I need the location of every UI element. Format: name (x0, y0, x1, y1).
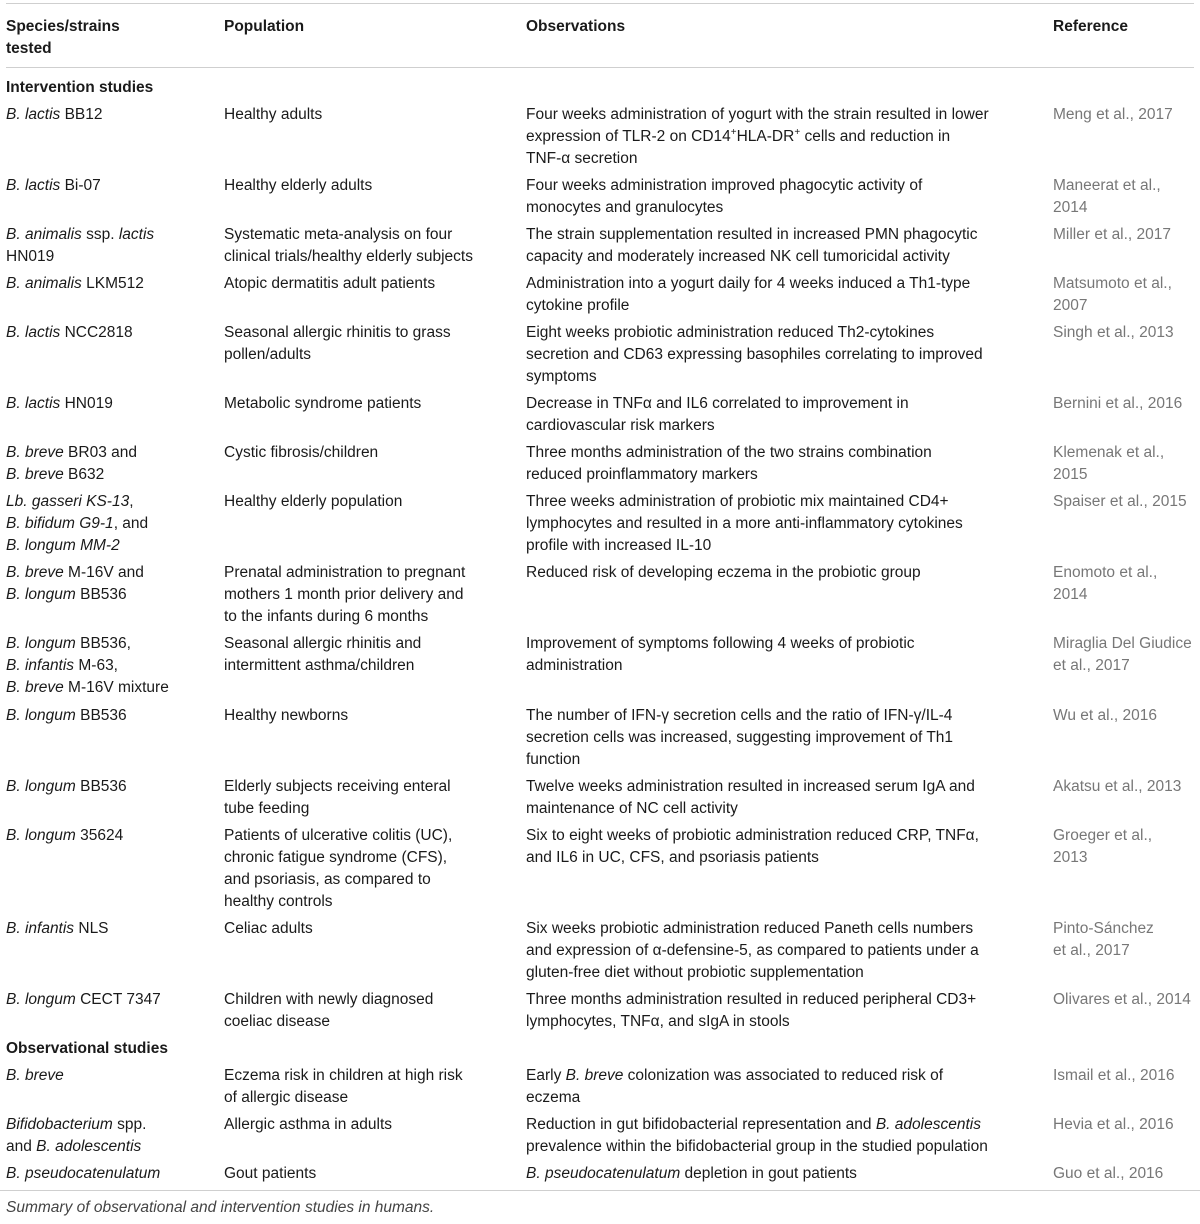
cell-line: secretion and CD63 expressing basophiles correlating to improved (526, 346, 983, 364)
cell-line: B. lactis NCC2818 (6, 324, 133, 342)
header-rule (6, 67, 1194, 68)
cell-line: B. longum 35624 (6, 826, 124, 844)
cell-line: B. lactis Bi-07 (6, 177, 101, 195)
cell-line: cytokine profile (526, 297, 630, 315)
section-heading: Observational studies (6, 1039, 168, 1057)
species-cell (6, 224, 220, 268)
cell-line: gluten-free diet without probiotic supplementation (526, 963, 864, 981)
cell-line: Three weeks administration of probiotic mix maintained CD4+ (526, 493, 949, 511)
species-cell (6, 322, 220, 344)
header-observations: Observations (526, 18, 626, 35)
population-cell (224, 491, 524, 513)
species-cell (6, 273, 220, 295)
species-cell (6, 776, 220, 798)
reference-cell (1053, 491, 1200, 513)
cell-line: Patients of ulcerative colitis (UC), (224, 826, 453, 844)
cell-line: B. breve M-16V and (6, 564, 144, 582)
species-cell (6, 825, 220, 847)
observations-cell (526, 175, 1046, 219)
cell-line: HN019 (6, 248, 55, 266)
reference-cell (1053, 1114, 1200, 1136)
cell-line: Four weeks administration improved phagocytic activity of (526, 177, 923, 195)
cell-line: Allergic asthma in adults (224, 1115, 392, 1133)
observations-cell (526, 273, 1046, 317)
cell-line: Spaiser et al., 2015 (1053, 493, 1187, 511)
cell-line: B. infantis M-63, (6, 657, 118, 675)
cell-line: 2013 (1053, 848, 1088, 866)
cell-line: Enomoto et al., (1053, 564, 1158, 582)
cell-line: Atopic dermatitis adult patients (224, 275, 436, 293)
reference-cell (1053, 776, 1200, 798)
cell-line: 2014 (1053, 586, 1088, 604)
species-cell (6, 1065, 220, 1087)
population-cell (224, 825, 524, 913)
cell-line: Twelve weeks administration resulted in increased serum IgA and (526, 777, 975, 795)
cell-line: intermittent asthma/children (224, 657, 415, 675)
cell-line: Pinto-Sánchez (1053, 919, 1154, 937)
table-caption: Summary of observational and intervention studies in humans. (6, 1199, 435, 1216)
cell-line: et al., 2017 (1053, 941, 1130, 959)
cell-line: Decrease in TNFα and IL6 correlated to improvement in (526, 395, 909, 413)
cell-line: and expression of α-defensine-5, as compared to patients under a (526, 941, 979, 959)
species-cell (6, 175, 220, 197)
cell-line: Three months administration of the two strains combination (526, 444, 932, 462)
observations-cell (526, 1114, 1046, 1158)
cell-line: Reduced risk of developing eczema in the probiotic group (526, 564, 921, 582)
cell-line: Four weeks administration of yogurt with the strain resulted in lower (526, 106, 989, 123)
cell-line: function (526, 750, 581, 768)
cell-line: Lb. gasseri KS-13, (6, 493, 134, 511)
population-cell (224, 442, 524, 464)
cell-line: B. bifidum G9-1, and (6, 515, 149, 533)
population-cell (224, 224, 524, 268)
reference-cell (1053, 393, 1200, 415)
reference-cell (1053, 825, 1200, 869)
reference-cell (1053, 175, 1200, 219)
population-cell (224, 104, 524, 126)
cell-line: Children with newly diagnosed (224, 990, 434, 1008)
cell-line: Wu et al., 2016 (1053, 706, 1157, 724)
species-cell (6, 1163, 220, 1185)
cell-line: B. animalis ssp. lactis (6, 226, 155, 244)
species-cell (6, 393, 220, 415)
population-cell (224, 1114, 524, 1136)
observations-cell (526, 322, 1046, 388)
cell-line: healthy controls (224, 892, 333, 910)
cell-line: Three months administration resulted in reduced peripheral CD3+ (526, 990, 977, 1008)
cell-line: B. animalis LKM512 (6, 275, 144, 293)
cell-line: 2007 (1053, 297, 1088, 315)
observations-cell (526, 393, 1046, 437)
observations-cell (526, 1065, 1046, 1109)
cell-line: Miller et al., 2017 (1053, 226, 1172, 244)
observations-cell (526, 776, 1046, 820)
population-cell (224, 393, 524, 415)
cell-line: lymphocytes and resulted in a more anti-inflammatory cytokines (526, 515, 963, 533)
observations-cell (526, 442, 1046, 486)
observations-cell (526, 633, 1046, 677)
cell-line: B. longum BB536 (6, 777, 127, 795)
cell-line: profile with increased IL-10 (526, 537, 712, 555)
cell-line: Healthy newborns (224, 706, 349, 724)
cell-line: B. lactis BB12 (6, 106, 103, 123)
table-bottom-rule (0, 1190, 1200, 1191)
species-cell (6, 1114, 220, 1158)
population-cell (224, 1163, 524, 1185)
cell-line: B. breve M-16V mixture (6, 679, 169, 697)
cell-line: monocytes and granulocytes (526, 199, 724, 217)
cell-line: Groeger et al., (1053, 826, 1153, 844)
table-top-rule (6, 3, 1194, 4)
cell-line: Systematic meta-analysis on four (224, 226, 453, 244)
cell-line: B. lactis HN019 (6, 395, 113, 413)
population-cell (224, 175, 524, 197)
reference-cell (1053, 918, 1200, 962)
cell-line: Ismail et al., 2016 (1053, 1066, 1175, 1084)
population-cell (224, 273, 524, 295)
header-population: Population (224, 18, 305, 35)
cell-line: Matsumoto et al., (1053, 275, 1172, 293)
observations-cell (526, 1163, 1046, 1185)
cell-line: to the infants during 6 months (224, 608, 429, 626)
table-header-row (6, 16, 1200, 60)
cell-line: Healthy elderly adults (224, 177, 373, 195)
cell-line: Elderly subjects receiving enteral (224, 777, 451, 795)
cell-line: administration (526, 657, 623, 675)
species-cell (6, 491, 220, 557)
observations-cell (526, 562, 1046, 584)
cell-line: Six to eight weeks of probiotic administration reduced CRP, TNFα, (526, 826, 979, 844)
observations-cell (526, 491, 1046, 557)
reference-cell (1053, 322, 1200, 344)
cell-line: Bifidobacterium spp. (6, 1115, 147, 1133)
reference-cell (1053, 1065, 1200, 1087)
cell-line: Reduction in gut bifidobacterial representation and B. adolescentis (526, 1115, 981, 1133)
cell-line: lymphocytes, TNFα, and sIgA in stools (526, 1012, 790, 1030)
cell-line: B. longum MM-2 (6, 537, 120, 555)
cell-line: Seasonal allergic rhinitis and (224, 635, 422, 653)
cell-line: symptoms (526, 368, 597, 386)
reference-cell (1053, 224, 1200, 246)
header-reference: Reference (1053, 18, 1128, 35)
cell-line: Guo et al., 2016 (1053, 1164, 1164, 1182)
cell-line: Seasonal allergic rhinitis to grass (224, 324, 451, 342)
cell-line: Metabolic syndrome patients (224, 395, 422, 413)
population-cell (224, 776, 524, 820)
species-cell (6, 633, 220, 699)
cell-line: clinical trials/healthy elderly subjects (224, 248, 473, 266)
cell-line: Prenatal administration to pregnant (224, 564, 466, 582)
cell-line: coeliac disease (224, 1012, 330, 1030)
cell-line: Akatsu et al., 2013 (1053, 777, 1182, 795)
species-cell (6, 104, 220, 126)
cell-line: Administration into a yogurt daily for 4 weeks induced a Th1-type (526, 275, 971, 293)
observations-cell (526, 989, 1046, 1033)
cell-line: Klemenak et al., (1053, 444, 1165, 462)
cell-line: and psoriasis, as compared to (224, 870, 431, 888)
reference-cell (1053, 273, 1200, 317)
section-heading: Intervention studies (6, 79, 154, 96)
cell-line: et al., 2017 (1053, 657, 1130, 675)
cell-line: Miraglia Del Giudice (1053, 635, 1192, 653)
cell-line: and B. adolescentis (6, 1137, 142, 1155)
population-cell (224, 1065, 524, 1109)
population-cell (224, 322, 524, 366)
cell-line: B. longum CECT 7347 (6, 990, 161, 1008)
cell-line: B. longum BB536 (6, 586, 127, 604)
header-species (6, 16, 220, 60)
cell-line: mothers 1 month prior delivery and (224, 586, 464, 604)
cell-line: Healthy elderly population (224, 493, 403, 511)
cell-line: capacity and moderately increased NK cell tumoricidal activity (526, 248, 950, 266)
cell-line: Six weeks probiotic administration reduced Paneth cells numbers (526, 919, 974, 937)
cell-line: cardiovascular risk markers (526, 417, 715, 435)
cell-line: and IL6 in UC, CFS, and psoriasis patients (526, 848, 819, 866)
cell-line: secretion cells was increased, suggesting improvement of Th1 (526, 728, 954, 746)
header-species-line: Species/strains (6, 18, 120, 35)
cell-line: 2014 (1053, 199, 1088, 217)
cell-line: Healthy adults (224, 106, 323, 123)
population-cell (224, 989, 524, 1033)
cell-line: Eczema risk in children at high risk (224, 1066, 463, 1084)
reference-cell (1053, 104, 1200, 126)
cell-line: Olivares et al., 2014 (1053, 990, 1191, 1008)
cell-line: B. pseudocatenulatum depletion in gout patients (526, 1164, 857, 1182)
observations-cell (526, 224, 1046, 268)
cell-line: 2015 (1053, 466, 1088, 484)
species-cell (6, 705, 220, 727)
cell-line: B. longum BB536 (6, 706, 127, 724)
population-cell (224, 633, 524, 677)
observations-cell (526, 104, 1046, 170)
population-cell (224, 705, 524, 727)
cell-line: Early B. breve colonization was associated to reduced risk of (526, 1066, 944, 1084)
species-cell (6, 562, 220, 606)
cell-line: eczema (526, 1088, 581, 1106)
cell-line: maintenance of NC cell activity (526, 799, 738, 817)
cell-line: B. longum BB536, (6, 635, 131, 653)
cell-line: Hevia et al., 2016 (1053, 1115, 1174, 1133)
cell-line: pollen/adults (224, 346, 312, 364)
observations-cell (526, 705, 1046, 771)
header-species-line: tested (6, 40, 52, 57)
cell-line: Eight weeks probiotic administration reduced Th2-cytokines (526, 324, 935, 342)
cell-line: Meng et al., 2017 (1053, 106, 1173, 123)
cell-line: tube feeding (224, 799, 310, 817)
cell-line: of allergic disease (224, 1088, 349, 1106)
cell-line: B. infantis NLS (6, 919, 109, 937)
cell-line: Improvement of symptoms following 4 weeks of probiotic (526, 635, 915, 653)
reference-cell (1053, 442, 1200, 486)
species-cell (6, 918, 220, 940)
cell-line: B. pseudocatenulatum (6, 1164, 161, 1182)
cell-line: Cystic fibrosis/children (224, 444, 379, 462)
cell-line: Gout patients (224, 1164, 317, 1182)
cell-line: B. breve B632 (6, 466, 105, 484)
reference-cell (1053, 1163, 1200, 1185)
cell-line: B. breve (6, 1066, 64, 1084)
cell-line: reduced proinflammatory markers (526, 466, 758, 484)
cell-line: expression of TLR-2 on CD14+HLA-DR+ cells and reduction in (526, 127, 951, 145)
cell-line: TNF-α secretion (526, 150, 638, 167)
cell-line: Maneerat et al., (1053, 177, 1161, 195)
reference-cell (1053, 989, 1200, 1011)
population-cell (224, 918, 524, 940)
cell-line: Celiac adults (224, 919, 313, 937)
reference-cell (1053, 705, 1200, 727)
reference-cell (1053, 562, 1200, 606)
cell-line: B. breve BR03 and (6, 444, 137, 462)
cell-line: The strain supplementation resulted in increased PMN phagocytic (526, 226, 978, 244)
species-cell (6, 442, 220, 486)
population-cell (224, 562, 524, 628)
cell-line: prevalence within the bifidobacterial group in the studied population (526, 1137, 988, 1155)
cell-line: The number of IFN-γ secretion cells and the ratio of IFN-γ/IL-4 (526, 706, 953, 724)
reference-cell (1053, 633, 1200, 677)
cell-line: Singh et al., 2013 (1053, 324, 1174, 342)
observations-cell (526, 918, 1046, 984)
cell-line: Bernini et al., 2016 (1053, 395, 1183, 413)
cell-line: chronic fatigue syndrome (CFS), (224, 848, 448, 866)
species-cell (6, 989, 220, 1011)
observations-cell (526, 825, 1046, 869)
